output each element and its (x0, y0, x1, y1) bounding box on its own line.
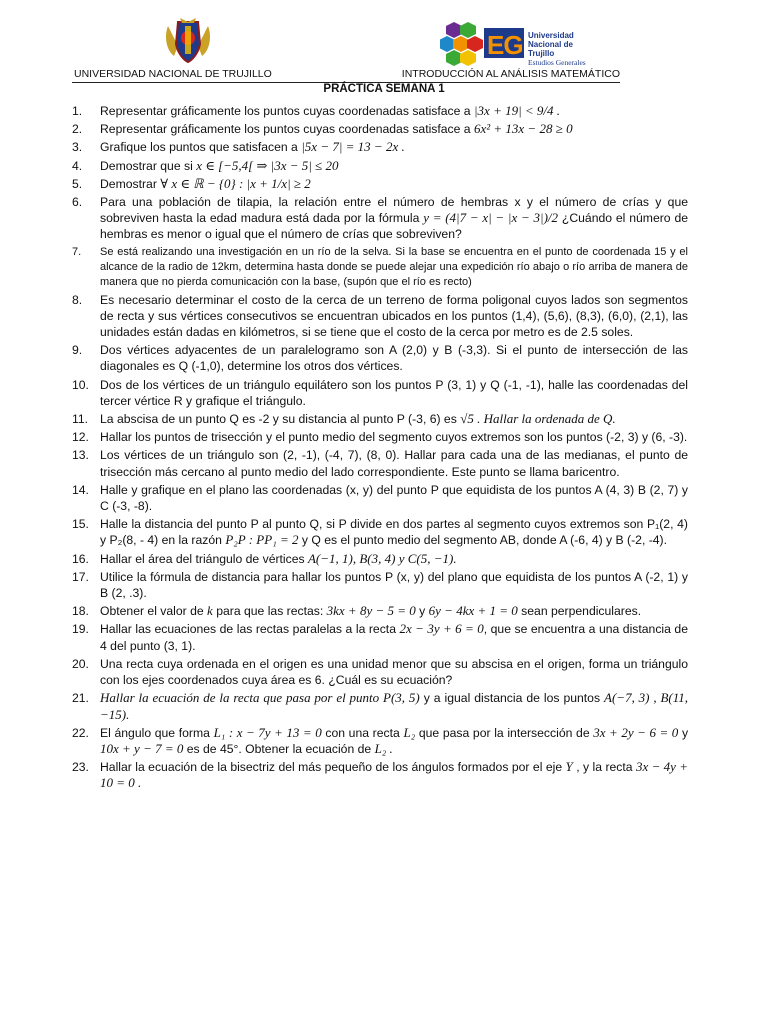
problem-text (100, 158, 688, 174)
logo-line2: Nacional de Trujillo (528, 40, 573, 58)
problem-text (100, 516, 688, 548)
problem-item (72, 245, 688, 290)
problem-text (100, 292, 688, 341)
math-expression: 6y − 4kx + 1 = 0 (428, 603, 518, 619)
problem-number: 8. (72, 292, 83, 307)
problem-text (100, 569, 688, 601)
problem-number: 16. (72, 551, 89, 566)
problem-number: 18. (72, 604, 89, 619)
math-expression: x ∈ [−5,4[ ⇒ |3x − 5| ≤ 20 (196, 157, 339, 173)
problem-number: 23. (72, 760, 89, 775)
text-segment: que pasa por la intersección de (415, 725, 594, 740)
math-expression: Hallar la ecuación de la recta que pasa por el punto (100, 690, 384, 706)
text-segment: , que se encuentra a una distancia de 4 del punto (3, 1). (100, 622, 688, 653)
problem-item (72, 447, 688, 479)
problem-list (72, 103, 688, 794)
problem-item (72, 292, 688, 341)
problem-item (72, 482, 688, 514)
problem-item (72, 569, 688, 601)
problem-item (72, 121, 688, 137)
math-expression: L₂ (403, 724, 416, 740)
problem-text (100, 759, 688, 791)
text-segment: Dos de los vértices de un triángulo equilátero son los puntos P (3, 1) y Q (-1, -1), halle las coordenadas del tercer vértice R y grafique el triángulo. (100, 377, 688, 408)
text-segment: La abscisa de un punto Q es -2 y su distancia al punto P (-3, 6) es (100, 412, 461, 427)
problem-number: 2. (72, 122, 83, 137)
math-expression: |5x − 7| = 13 − 2x . (301, 139, 405, 155)
problem-item (72, 429, 688, 445)
text-segment: Grafique los puntos que satisfacen a (100, 140, 302, 155)
text-segment: y (415, 604, 429, 619)
problem-number: 21. (72, 691, 89, 706)
problem-text (100, 176, 688, 192)
problem-text (100, 411, 688, 427)
math-expression: P(3, 5) (383, 690, 420, 706)
text-segment: y Q es el punto medio del segmento AB, donde A (-6, 4) y B (-2, -4). (298, 533, 668, 548)
header-university: UNIVERSIDAD NACIONAL DE TRUJILLO (74, 68, 272, 80)
problem-number: 20. (72, 656, 89, 671)
problem-text (100, 482, 688, 514)
problem-number: 14. (72, 482, 89, 497)
university-crest-icon (162, 16, 214, 66)
problem-item (72, 103, 688, 119)
text-segment: Dos vértices adyacentes de un paralelogramo son A (2,0) y B (-3,3). Si el punto de intersección de las diagonales es Q (-1,0), determine los otros dos vértices. (100, 343, 688, 374)
problem-text (100, 103, 688, 119)
problem-item (72, 194, 688, 243)
problem-text (100, 621, 688, 653)
math-expression: ∀ x ∈ ℝ − {0} : |x + 1/x| ≥ 2 (160, 175, 311, 191)
math-expression: A(−7, 3) , B(11, −15). (100, 690, 688, 722)
text-segment: Hallar los puntos de trisección y el punto medio del segmento cuyos extremos son los puntos (-2, 3) y (6, -3). (100, 430, 688, 445)
problem-item (72, 759, 688, 791)
math-expression: P₂P : PP₁ = 2 (225, 532, 299, 548)
math-expression: 2x − 3y + 6 = 0 (399, 621, 484, 637)
text-segment: Representar gráficamente los puntos cuyas coordenadas satisface a (100, 122, 474, 137)
math-expression: 3x + 2y − 6 = 0 (593, 724, 679, 740)
text-segment: Demostrar que si (100, 158, 197, 173)
math-expression: |3x + 19| < 9/4 . (473, 103, 561, 118)
text-segment: Representar gráficamente los puntos cuyas coordenadas satisface a (100, 104, 474, 118)
math-expression: L₂ . (374, 740, 393, 756)
problem-item (72, 139, 688, 155)
problem-number: 6. (72, 195, 83, 210)
text-segment: Hallar la ecuación de la bisectriz del más pequeño de los ángulos formados por el eje (100, 760, 566, 775)
problem-item (72, 377, 688, 409)
problem-item (72, 411, 688, 427)
problem-number: 4. (72, 158, 83, 173)
problem-item (72, 690, 688, 722)
text-segment: para que las rectas: (212, 604, 327, 619)
math-expression: y = (4|7 − x| − |x − 3|)/2 (423, 210, 559, 226)
problem-text (100, 603, 688, 619)
problem-number: 12. (72, 430, 89, 445)
text-segment: Hallar las ecuaciones de las rectas paralelas a la recta (100, 622, 400, 637)
problem-text (100, 656, 688, 688)
text-segment: El ángulo que forma (100, 725, 214, 740)
problem-text (100, 447, 688, 479)
problem-number: 9. (72, 343, 83, 358)
logo-line3: Estudios Generales (528, 58, 586, 67)
problem-item (72, 342, 688, 374)
text-segment: y a igual distancia de los puntos (419, 691, 605, 706)
problem-text (100, 194, 688, 243)
problem-text (100, 690, 688, 722)
text-segment: Una recta cuya ordenada en el origen es una unidad menor que su abscisa en el origen, forma un triángulo con los ejes coordenados cuya área es 6. ¿Cuál es su ecuación? (100, 656, 688, 688)
problem-number: 5. (72, 176, 83, 191)
text-segment: Para una población de tilapia, la relación entre el número de hembras x y el número de crías y que sobreviven hasta la edad madura está dada por la fórmula (100, 195, 688, 226)
text-segment: Es necesario determinar el costo de la cerca de un terreno de forma poligonal cuyos lados son segmentos de recta y sus vértices consecutivos se encuentran ubicados en los puntos (1,4), (5,6), (8,3), (6,0), (2,1), las unidades están dadas en kilómetros, si se tiene que el costo de la cerca por metro es de 2.5 soles. (100, 292, 688, 340)
math-expression: √5 . Hallar la ordenada de Q. (460, 411, 616, 427)
problem-text (100, 725, 688, 757)
math-expression: L₁ : x − 7y + 13 = 0 (213, 724, 322, 740)
problem-number: 10. (72, 377, 89, 392)
page-title: PRÁCTICA SEMANA 1 (323, 83, 445, 95)
problem-item (72, 621, 688, 653)
problem-number: 22. (72, 725, 89, 740)
problem-item (72, 158, 688, 174)
problem-number: 19. (72, 622, 89, 637)
problem-item (72, 603, 688, 619)
problem-item (72, 551, 688, 567)
problem-text (100, 377, 688, 409)
problem-number: 1. (72, 104, 83, 118)
text-segment: es de 45°. Obtener la ecuación de (183, 741, 375, 756)
problem-number: 11. (72, 412, 89, 427)
math-expression: A(−1, 1), B(3, 4) y C(5, −1). (307, 550, 457, 566)
math-expression: 3x − 4y + 10 = 0 . (100, 759, 688, 791)
math-expression: 3kx + 8y − 5 = 0 (326, 603, 416, 619)
problem-text (100, 342, 688, 374)
text-segment: Demostrar (100, 176, 161, 191)
problem-text (100, 121, 688, 137)
text-segment: y (678, 725, 689, 740)
text-segment: Halle la distancia del punto P al punto Q, si P divide en dos partes al segmento cuyos extremos son P₁(2, 4) y P₂(8, - 4) en la razón (100, 517, 688, 548)
problem-number: 7. (72, 245, 82, 258)
estudios-generales-logo-icon (440, 18, 600, 68)
math-expression: 10x + y − 7 = 0 (100, 740, 184, 756)
problem-item (72, 176, 688, 192)
math-expression: Y (565, 759, 573, 775)
problem-item (72, 725, 688, 757)
logo-line1: Universidad (528, 31, 574, 40)
page-header (72, 68, 620, 83)
math-expression: 6x² + 13x − 28 ≥ 0 (473, 121, 573, 137)
problem-text (100, 245, 688, 290)
header-course: INTRODUCCIÓN AL ANÁLISIS MATEMÁTICO (401, 68, 620, 80)
text-segment: ¿Cuándo el número de hembras es menor o igual que el número de crías que sobreviven? (100, 211, 688, 242)
text-segment: Utilice la fórmula de distancia para hallar los puntos P (x, y) del plano que equidista de los puntos A (-2, 1) y B (2, .3). (100, 569, 688, 601)
problem-item (72, 656, 688, 688)
math-expression: k (207, 603, 213, 619)
problem-number: 13. (72, 448, 89, 463)
text-segment: Se está realizando una investigación en un río de la selva. Si la base se encuentra en el punto de coordenada 15 y el alcance de la radio de 12km, determina hasta donde se puede alejar una expedición río abajo o río arriba de manera de manera que no pierda comunicación con la base, (supón que el río es recto) (100, 245, 688, 288)
text-segment: Halle y grafique en el plano las coordenadas (x, y) del punto P que equidista de los puntos A (4, 3) B (2, 7) y C (-3, -8). (100, 482, 688, 514)
text-segment: con una recta (321, 725, 404, 740)
eg-letters: EG (487, 30, 523, 60)
problem-item (72, 516, 688, 548)
text-segment: , y la recta (572, 760, 637, 775)
text-segment: Los vértices de un triángulo son (2, -1), (-4, 7), (8, 0). Hallar para cada una de las medianas, el punto de trisección más cercano al punto medio del lado correspondiente. Este punto se llama baricentro. (100, 448, 688, 479)
text-segment: Hallar el área del triángulo de vértices (100, 551, 308, 566)
problem-text (100, 551, 688, 567)
problem-number: 15. (72, 517, 89, 532)
problem-number: 17. (72, 569, 89, 584)
text-segment: Obtener el valor de (100, 604, 208, 619)
text-segment: sean perpendiculares. (517, 604, 642, 619)
problem-text (100, 429, 688, 445)
problem-number: 3. (72, 140, 83, 155)
problem-text (100, 139, 688, 155)
